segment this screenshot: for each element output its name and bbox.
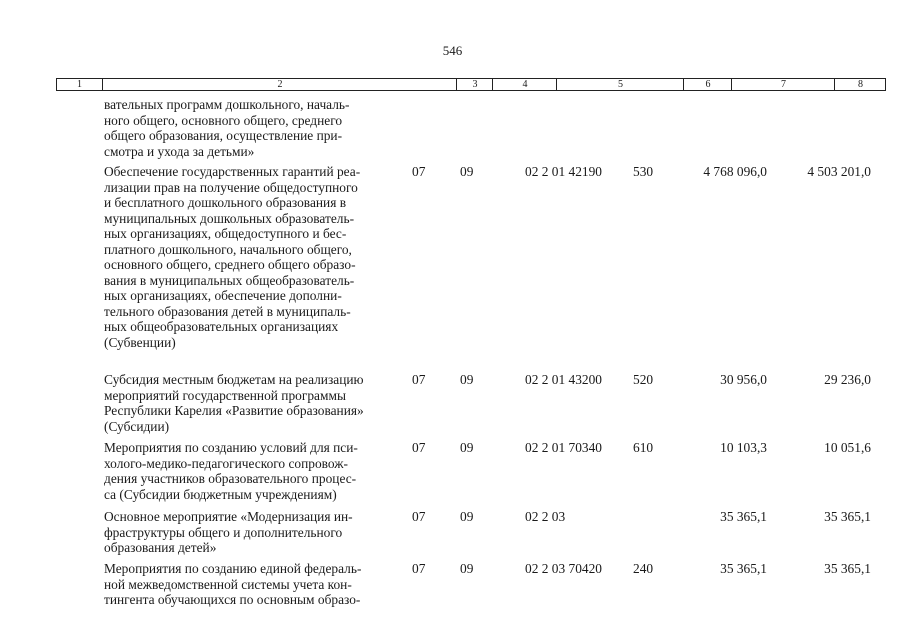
table-header-row [56, 78, 886, 91]
row-expense-type: 240 [633, 561, 654, 576]
row-description: вательных программ дошкольного, началь- ного общего, основного общего, среднего общего образования, осуществление при- смотра и ухода за детьми» [104, 97, 350, 159]
row-description: Субсидия местным бюджетам на реализацию мероприятий государственной программы Республики Карелия «Развитие образования» (Субсидии) [104, 372, 364, 434]
row-section-code: 07 [412, 372, 426, 387]
row-section-code: 07 [412, 164, 426, 179]
row-target-code: 02 2 01 42190 [525, 164, 602, 179]
header-col-2: 2 [102, 79, 457, 90]
row-amount-col7: 35 365,1 [720, 561, 767, 576]
row-amount-col8: 4 503 201,0 [807, 164, 871, 179]
header-col-6: 6 [683, 79, 732, 90]
row-amount-col8: 29 236,0 [824, 372, 871, 387]
row-amount-col8: 35 365,1 [824, 509, 871, 524]
row-amount-col7: 10 103,3 [720, 440, 767, 455]
page-number: 546 [442, 43, 463, 58]
row-target-code: 02 2 01 43200 [525, 372, 602, 387]
row-amount-col7: 4 768 096,0 [703, 164, 767, 179]
header-col-7: 7 [731, 79, 835, 90]
row-target-code: 02 2 03 [525, 509, 566, 524]
row-section-code: 07 [412, 440, 426, 455]
row-subsection-code: 09 [460, 561, 474, 576]
row-description: Обеспечение государственных гарантий реа- лизации прав на получение общедоступного и бесплатного дошкольного образования в муниципальных дошкольных образователь- ных организациях, общедоступного и бес- платного дошкольного, начального общего, основного общего, среднего общего образо- вания в муниципальных общеобразователь- ных организациях, обеспечение дополни- тельного образования детей в муниципаль- ных общеобразовательных организациях (Субвенции) [104, 164, 361, 350]
header-col-1: 1 [77, 79, 82, 90]
row-description: Мероприятия по созданию единой федераль- ной межведомственной системы учета кон- тингента обучающихся по основным образо- [104, 561, 362, 607]
row-target-code: 02 2 03 70420 [525, 561, 602, 576]
row-amount-col7: 30 956,0 [720, 372, 767, 387]
header-col-8: 8 [834, 79, 886, 90]
row-subsection-code: 09 [460, 372, 474, 387]
row-amount-col8: 35 365,1 [824, 561, 871, 576]
row-expense-type: 530 [633, 164, 654, 179]
row-subsection-code: 09 [460, 509, 474, 524]
header-col-5: 5 [556, 79, 684, 90]
row-section-code: 07 [412, 509, 426, 524]
row-section-code: 07 [412, 561, 426, 576]
row-target-code: 02 2 01 70340 [525, 440, 602, 455]
row-description: Мероприятия по созданию условий для пси- холого-медико-педагогического сопровож- дения участников образовательного процес- са (Субсидии бюджетным учреждениям) [104, 440, 358, 502]
row-amount-col7: 35 365,1 [720, 509, 767, 524]
row-description: Основное мероприятие «Модернизация ин- фраструктуры общего и дополнительного образования детей» [104, 509, 353, 555]
header-col-3: 3 [456, 79, 493, 90]
row-expense-type: 520 [633, 372, 654, 387]
row-amount-col8: 10 051,6 [824, 440, 871, 455]
row-subsection-code: 09 [460, 164, 474, 179]
header-col-4: 4 [492, 79, 557, 90]
row-subsection-code: 09 [460, 440, 474, 455]
row-expense-type: 610 [633, 440, 654, 455]
